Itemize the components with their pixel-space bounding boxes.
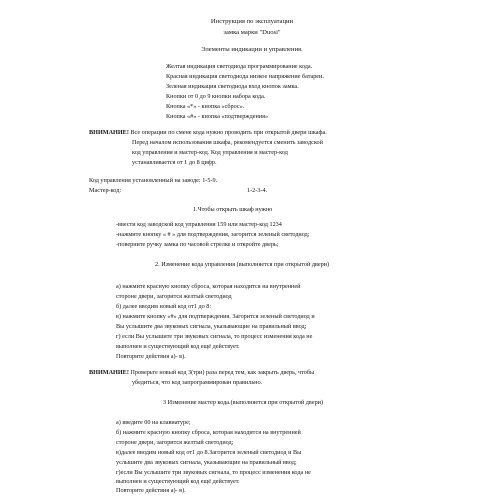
section-change-master-line: в)далее вводим новый код от1 до 8.Загорится зеленый светодиод и Вы <box>116 449 302 456</box>
warning-label: ВНИМАНИЕ! <box>89 369 129 376</box>
section-change-control-line: б) далее вводим новый код от1 до 8: <box>116 303 212 310</box>
section-open-heading: 1.Чтобы открыть шкаф нужно <box>193 206 273 213</box>
section-change-control-line: Повторите действия а)- в). <box>116 353 186 360</box>
indication-item: Кнопки от 0 до 9 кнопки набора кода. <box>166 93 266 100</box>
warning-line: убедиться, что код запрограммирован правильно. <box>132 379 263 386</box>
section-change-master-line: б) нажмите красную кнопку сброса, которая находится на внутренней <box>116 429 301 436</box>
section-change-master-line: а) введите 00 на клавиатуре; <box>116 419 191 426</box>
section-open-line: -поверните ручку замка по часовой стрелке и откройте дверь; <box>116 241 279 248</box>
section-change-master-line: г)если Вы услышите три звуковых сигнала, то процесс изменения кода не <box>116 469 311 476</box>
indication-heading: Элементы индикации и управления. <box>201 46 303 53</box>
section-change-control-line: выполнен и существующий код ещё действует. <box>116 343 240 350</box>
section-change-control-line: а) нажмите красную кнопку сброса, которая находится на внутренней <box>116 283 301 290</box>
section-change-control-line: Вы услышите два звуковых сигнала, указывающие на правильный ввод; <box>116 323 307 330</box>
section-change-master-line: выполнен и существующий код ещё действует. <box>116 478 240 485</box>
section-change-control-heading: 2. Изменение кода управления (выполняется при открытой двери) <box>155 261 330 268</box>
document-subtitle: замка марки "Duosi" <box>223 29 281 36</box>
indication-item: Кнопка «#» - кнопка «подтверждения» <box>166 113 269 120</box>
factory-master-label: Мастер-код: <box>89 187 122 194</box>
indication-item: Желтая индикация светодиода программирование кода. <box>166 63 313 70</box>
section-change-control-line: г) если Вы услышите три звуковых сигнала, то процесс изменения кода не <box>116 333 313 340</box>
section-change-master-line: стороне двери, загорится желтый светодиод; <box>116 439 234 446</box>
section-open-line: -нажмите кнопку « # » для подтверждения, загорится зеленый светодиод; <box>116 231 310 238</box>
section-change-master-line: услышите два звуковых сигнала, указывающие на правильный ввод; <box>116 459 297 466</box>
section-change-control-line: стороне двери, загорится желтый светодиод <box>116 293 232 300</box>
warning-label: ВНИМАНИЕ! <box>89 129 129 136</box>
factory-control-code: Код управления установленный на заводе: 1-5-9. <box>89 177 218 184</box>
warning-line: устанавливается от 1 до 8 цифр. <box>132 159 217 166</box>
warning-paragraph <box>89 130 327 136</box>
warning-text: Проверьте новый код 3(три) раза перед тем, как закрыть дверь, чтобы <box>128 369 315 376</box>
section-open-line: -ввести код заводской код управления 159 или мастер-код 1234 <box>116 221 282 228</box>
section-change-master-heading: 3 Изменение мастер кода.(выполняется при открытой двери) <box>163 399 324 406</box>
document-title: Инструкция по эксплуатации <box>210 18 294 25</box>
section-change-master-line: Повторите действия а)- в). <box>116 487 186 494</box>
section-change-control-line: в) нажмите кнопку «#» для подтверждения. Загорится зеленый светодиод и <box>116 313 315 320</box>
warning-text: Все операции по смене кода нужно проводить при открытой двери шкафа. <box>128 129 327 136</box>
warning-paragraph <box>89 370 314 376</box>
indication-item: Красная индикация светодиода низкое напряжение батареи. <box>166 73 324 80</box>
indication-item: Зеленая индикация светодиода вход кнопок замка. <box>166 83 299 90</box>
warning-line: код управления и мастер-код. Код управления и мастер-код <box>132 149 288 156</box>
warning-line: Перед началом использования шкафа, рекомендуется сменить заводской <box>132 139 323 146</box>
factory-master-value: 1-2-3-4. <box>247 187 268 194</box>
indication-item: Кнопка «*» - кнопка «сброс». <box>166 103 245 110</box>
